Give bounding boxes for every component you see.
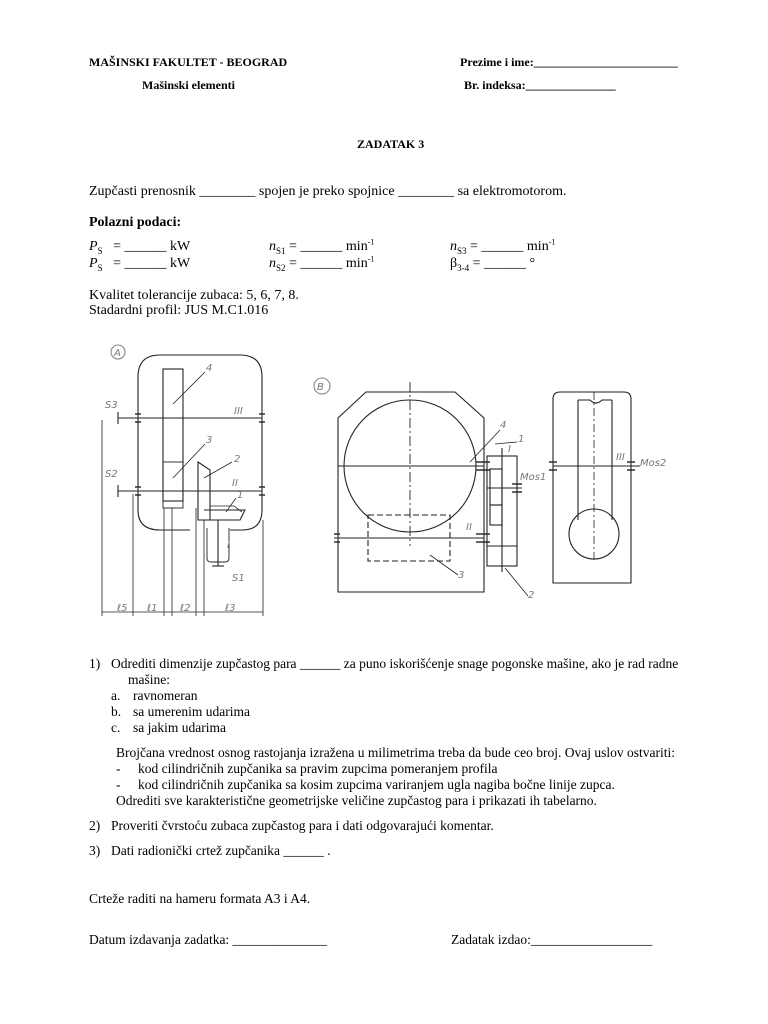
label-gear-3b: 3 bbox=[458, 570, 465, 581]
label-s3: S3 bbox=[105, 400, 118, 411]
param-ns3: $n_{S3}$ = ______ $\min^{-1}$ bbox=[450, 237, 556, 256]
date-field: Datum izdavanja zadatka: ______________ bbox=[89, 932, 328, 947]
input-heading: Polazni podaci: bbox=[89, 215, 182, 230]
note-geometry: Odrediti sve karakteristične geometrijske veličine zupčastog para i prikazati ih tabelarno. bbox=[116, 793, 597, 808]
faculty-name: MAŠINSKI FAKULTET - BEOGRAD bbox=[89, 55, 288, 69]
option-b-letter: b. bbox=[111, 704, 122, 719]
label-gear-2b: 2 bbox=[528, 590, 535, 601]
label-gear-4b: 4 bbox=[500, 420, 507, 431]
label-shaft-i-b: I bbox=[508, 444, 511, 455]
param-ns2: $n_{S2}$ = ______ $\min^{-1}$ bbox=[269, 254, 375, 273]
label-shaft-iii-side: III bbox=[616, 452, 625, 463]
course-name: Mašinski elementi bbox=[142, 78, 235, 92]
dim-l1: ℓ1 bbox=[147, 603, 158, 614]
dim-l5: ℓ5 bbox=[117, 603, 128, 614]
label-gear-1b: 1 bbox=[518, 434, 525, 445]
label-gear-2a: 2 bbox=[234, 454, 241, 465]
param-beta: $\beta_{3-4}$ = ______ ° bbox=[450, 256, 536, 273]
index-field: Br. indeksa:_______________ bbox=[464, 78, 616, 92]
drawings-note: Crteže raditi na hameru formata A3 i A4. bbox=[89, 891, 311, 906]
task-2-number: 2) bbox=[89, 818, 101, 833]
bullet-straight-teeth: kod cilindričnih zupčanika sa pravim zupcima pomeranjem profila bbox=[138, 761, 498, 776]
param-ps-2: $P_S$ = ______ kW bbox=[89, 256, 191, 273]
intro-text: Zupčasti prenosnik ________ spojen je preko spojnice ________ sa elektromotorom. bbox=[89, 184, 567, 199]
task-2-text: Proveriti čvrstoću zubaca zupčastog para i dati odgovarajući komentar. bbox=[111, 818, 494, 833]
option-a: ravnomeran bbox=[133, 688, 198, 703]
task-1-number: 1) bbox=[89, 656, 101, 671]
option-c: sa jakim udarima bbox=[133, 720, 226, 735]
option-a-letter: a. bbox=[111, 688, 121, 703]
param-ps-1: $P_S$ = ______ kW bbox=[89, 239, 191, 256]
issued-by-field: Zadatak izdao:__________________ bbox=[451, 932, 653, 947]
label-shaft-i-a: I bbox=[227, 540, 230, 551]
param-ns1: $n_{S1}$ = ______ $\min^{-1}$ bbox=[269, 237, 375, 256]
label-s2: S2 bbox=[105, 469, 118, 480]
label-mos2: Mos2 bbox=[640, 458, 667, 469]
label-shaft-ii-a: II bbox=[232, 478, 238, 489]
label-mos1: Mos1 bbox=[520, 472, 547, 483]
bullet-dash-1: - bbox=[116, 761, 121, 776]
dim-l3: ℓ3 bbox=[225, 603, 236, 614]
task-3-number: 3) bbox=[89, 843, 101, 858]
view-b-label: B bbox=[317, 382, 324, 393]
label-gear-4a: 4 bbox=[206, 363, 213, 374]
label-gear-1a: 1 bbox=[237, 490, 244, 501]
option-b: sa umerenim udarima bbox=[133, 704, 250, 719]
profile-line: Stadardni profil: JUS M.C1.016 bbox=[89, 303, 269, 318]
task-1-continuation: mašine: bbox=[128, 672, 170, 687]
option-c-letter: c. bbox=[111, 720, 121, 735]
task-3-text: Dati radionički crtež zupčanika ______ . bbox=[111, 843, 331, 858]
page-title: ZADATAK 3 bbox=[357, 137, 425, 151]
bullet-helical-teeth: kod cilindričnih zupčanika sa kosim zupcima variranjem ugla nagiba bočne linije zupca. bbox=[138, 777, 615, 792]
label-shaft-iii-a: III bbox=[234, 406, 243, 417]
label-shaft-ii-b: II bbox=[466, 522, 472, 533]
name-field: Prezime i ime:________________________ bbox=[460, 55, 678, 69]
tolerance-line: Kvalitet tolerancije zubaca: 5, 6, 7, 8. bbox=[89, 288, 299, 303]
label-s1: S1 bbox=[232, 573, 245, 584]
dim-l2: ℓ2 bbox=[180, 603, 191, 614]
note-distance: Brojčana vrednost osnog rastojanja izražena u milimetrima treba da bude ceo broj. Ovaj uslov ostvariti: bbox=[116, 745, 675, 760]
task-1-text: Odrediti dimenzije zupčastog para ______ za puno iskorišćenje snage pogonske mašine, ako je rad radne bbox=[111, 656, 679, 671]
view-a-label: A bbox=[114, 348, 121, 359]
label-gear-3a: 3 bbox=[206, 435, 213, 446]
bullet-dash-2: - bbox=[116, 777, 121, 792]
